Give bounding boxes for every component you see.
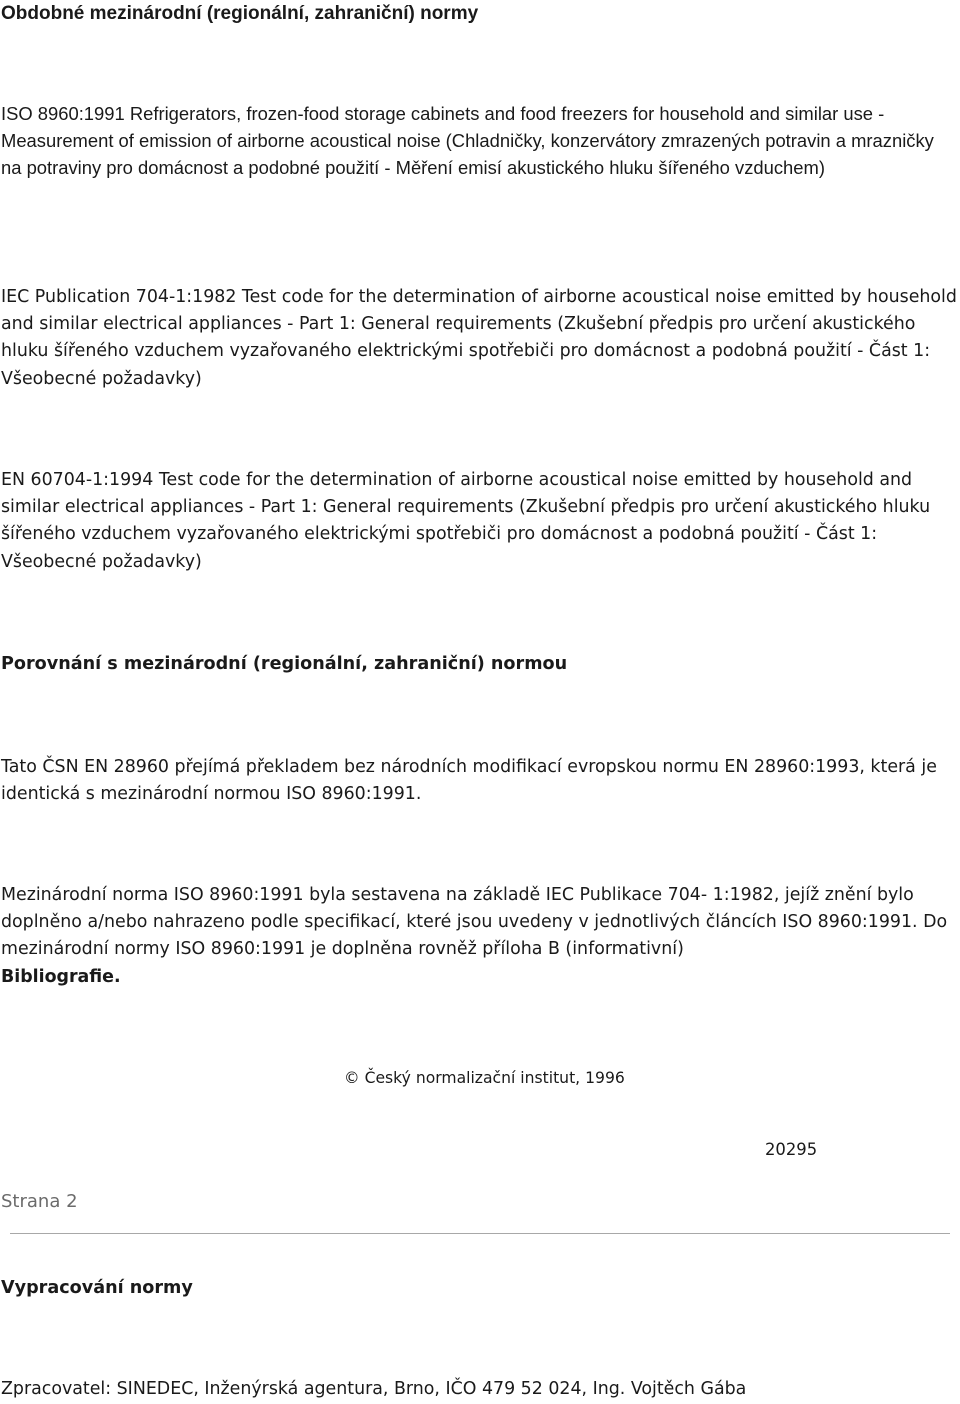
related-standard-iec: IEC Publication 704-1:1982 Test code for the determination of airborne acoustical noise emitted by household and similar electrical appliances - Part 1: General requirements (Zkušební předpis pro určení akustického hluku šířeného vzduchem vyzařovaného elektrickými spotřebiči pro domácnost a podobná použití - Část 1: Všeobecné požadavky): [1, 287, 957, 389]
document-number: 20295: [765, 1140, 818, 1159]
preparation-author: Zpracovatel: SINEDEC, Inženýrská agentura, Brno, IČO 479 52 024, Ing. Vojtěch Gába: [1, 1379, 747, 1399]
bibliography-label: Bibliografie.: [1, 966, 121, 987]
comparison-title: Porovnání s mezinárodní (regionální, zahraniční) normou: [1, 654, 568, 674]
comparison-paragraph-1: Tato ČSN EN 28960 přejímá překladem bez národních modifikací evropskou normu EN 28960:1993, která je identická s mezinárodní normou ISO 8960:1991.: [1, 757, 937, 805]
copyright-icon: ©: [344, 1069, 360, 1087]
comparison-paragraph-2: [1, 882, 959, 991]
related-standard-iso: ISO 8960:1991 Refrigerators, frozen-food storage cabinets and food freezers for household and similar use - Measurement of emission of airborne acoustical noise (Chladničky, konzervátory zmrazených potravin a mrazničky na potraviny pro domácnost a podobné použití - Měření emisí akustického hluku šířeného vzduchem): [1, 103, 934, 179]
copyright-text: Český normalizační institut, 1996: [364, 1069, 625, 1087]
page-divider: [10, 1233, 950, 1234]
related-standard-en: EN 60704-1:1994 Test code for the determination of airborne acoustical noise emitted by household and similar electrical appliances - Part 1: General requirements (Zkušební předpis pro určení akustického hluku šířeného vzduchem vyzařovaného elektrickými spotřebiči pro domácnost a podobná použití - Část 1: Všeobecné požadavky): [1, 470, 931, 572]
section-title: Obdobné mezinárodní (regionální, zahraniční) normy: [1, 3, 479, 24]
comparison-paragraph-2-text: Mezinárodní norma ISO 8960:1991 byla sestavena na základě IEC Publikace 704- 1:1982, jejíž znění bylo doplněno a/nebo nahrazeno podle specifikací, které jsou uvedeny v jednotlivých článcích ISO 8960:1991. Do mezinárodní normy ISO 8960:1991 je doplněna rovněž příloha B (informativní): [1, 885, 948, 960]
page-label: Strana 2: [1, 1191, 78, 1212]
copyright-notice: [344, 1067, 625, 1089]
preparation-title: Vypracování normy: [1, 1278, 193, 1298]
